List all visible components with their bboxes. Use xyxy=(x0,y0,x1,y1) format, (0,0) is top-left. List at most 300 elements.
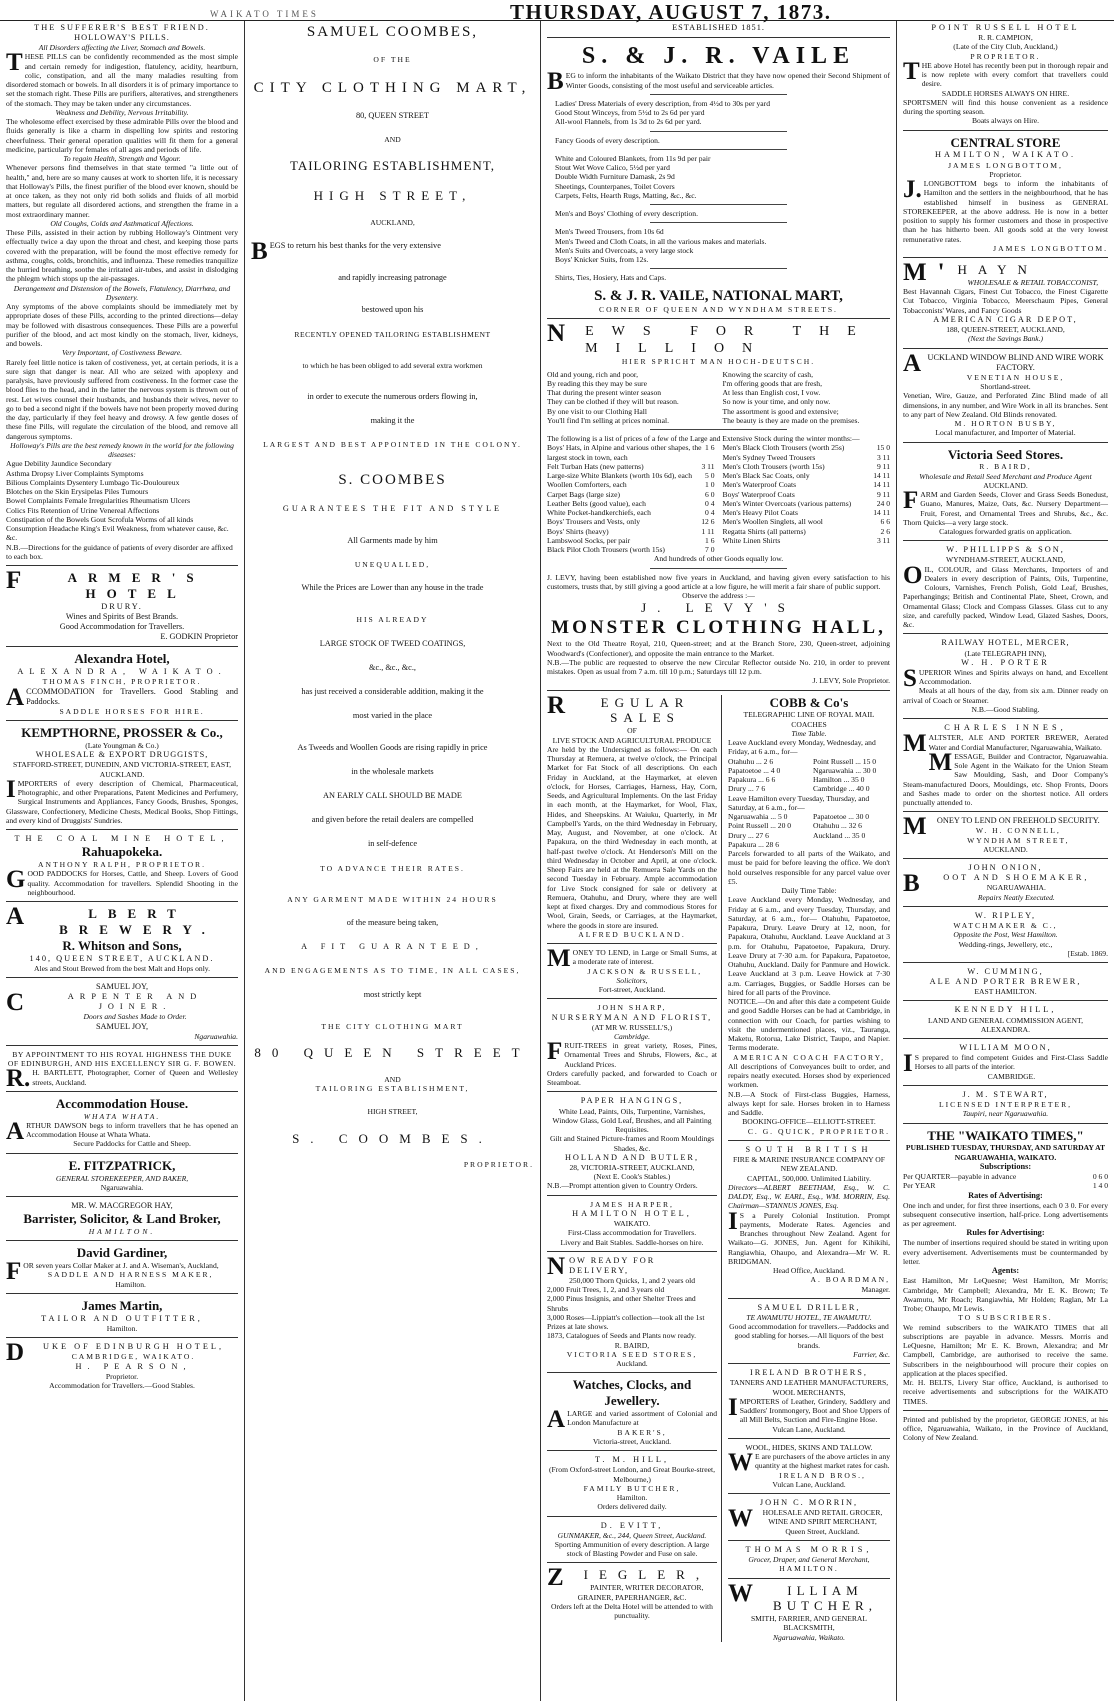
vss-trade: Wholesale and Retail Seed Merchant and Produce Agent xyxy=(919,471,1092,481)
pr-sport: SPORTSMEN will find this house convenient as a residence during the sporting season. xyxy=(903,97,1108,117)
vss-body: FARM and Garden Seeds, Clover and Grass Seeds Bonedust, Guano, Manures, Maize, Oats, &c. Nursery Department—Fruit, Forest, and Ornamental Trees and Shrubs, &c., &c. Thorn Quicks—a very large stock. xyxy=(903,487,1108,527)
col3-lower xyxy=(547,691,890,1642)
mhayn-body: Best Havannah Cigars, Finest Cut Tobacco, the Finest Cigarette Cut Tobacco, Virginia Tobacco, Meerschaum Pipes, General Tobacconists' Wares, and Fancy Goods xyxy=(903,287,1108,315)
wt-year-row xyxy=(903,1181,1108,1190)
price-amount: 0 4 xyxy=(705,508,715,518)
hay-trade: Barrister, Solicitor, & Land Broker, xyxy=(23,1211,221,1227)
column-4 xyxy=(896,21,1114,1701)
price-item: Felt Turban Hats (new patterns) xyxy=(547,461,644,471)
price-item: Men's Heavy Pilot Coats xyxy=(722,508,798,518)
price-amount: 14 11 xyxy=(873,471,890,481)
levy-hall: MONSTER CLOTHING HALL, xyxy=(551,617,886,639)
dril-body: Good accommodation for travellers.—Paddocks and good stabling for horses.—All liquors of the best brands. xyxy=(729,1322,889,1350)
fare-left: Otahuhu ... 2 6 xyxy=(728,756,774,766)
price-amount: 6 0 xyxy=(705,489,715,499)
coombes-prop: PROPRIETOR. xyxy=(463,1160,534,1170)
wt-rules: Rules for Advertising: xyxy=(966,1228,1045,1238)
price-amount: 9 11 xyxy=(876,461,890,471)
price-row xyxy=(723,536,891,545)
ripley-est: [Estab. 1869. xyxy=(1067,948,1108,958)
wt-tosubs: TO SUBSCRIBERS. xyxy=(958,1313,1053,1323)
accom-foot: Secure Paddocks for Cattle and Sheep. xyxy=(73,1139,191,1149)
vaile-list-1: Ladies' Dress Materials of every description, from 4½d to 30s per yard Good Stout Winceys, from 5½d to 2s 6d per yard All-wool Flannels, from 1s 3d to 2s 6d per yard. xyxy=(555,98,770,127)
pr-prop: PROPRIETOR. xyxy=(970,51,1041,61)
seeds-store: VICTORIA SEED STORES, xyxy=(566,1349,698,1359)
msg-body: MESSAGE, Builder and Contractor, Ngaruawahia. Sole Agent in the Waikato for the Union Steam Saw Moulding, Sash, and Door Company's Steam-manufactured Doors, Mouldings, etc. Shop Fronts, Doors and Sashes made to order on the shortest notice. All orders punctually attended to. xyxy=(903,748,1108,808)
butcher-loc: Ngaruawahia, Waikato. xyxy=(772,1632,846,1642)
price-row xyxy=(723,517,891,526)
sb-mgr: A. BOARDMAN, xyxy=(810,1275,890,1285)
holloway-h2: Weakness and Debility, Nervous Irritability. xyxy=(55,107,189,117)
fare-row xyxy=(728,757,890,766)
price-item: White Pocket-handkerchiefs, each xyxy=(547,508,651,518)
coombes-anygarment: ANY GARMENT MADE WITHIN 24 HOURS xyxy=(287,894,498,904)
mhayn-title: M'HAYN xyxy=(903,259,1038,287)
price-row xyxy=(723,508,891,517)
cs-loc: HAMILTON, WAIKATO. xyxy=(934,150,1077,160)
evitt-name: D. EVITT, xyxy=(600,1520,664,1530)
joy-name: SAMUEL JOY, xyxy=(95,981,149,991)
vss-name: R. BAIRD, xyxy=(979,462,1032,472)
cobb-title: COBB & Co's xyxy=(769,694,849,710)
coal-title: THE COAL MINE HOTEL, xyxy=(14,834,230,844)
price-amount: 1 0 xyxy=(705,480,715,490)
sharp-late: (AT MR W. RUSSELL'S,) xyxy=(591,1022,673,1032)
coombes-measure: of the measure being taken, xyxy=(346,918,439,928)
levy-addr: Next to the Old Theatre Royal, 210, Queen-street; and at the Branch Store, 230, Queen-street, adjoining Woodward's (Confectioner), and opposite the main entrance to the Market. xyxy=(547,639,890,658)
price-item: Men's Woollen Singlets, all wool xyxy=(722,517,823,527)
harper-loc: WAIKATO. xyxy=(613,1219,651,1229)
price-amount: 15 0 xyxy=(876,443,890,453)
sb-dir: Directors—ALBERT BEETHAM, Esq., W. C. DALDY, Esq., W. EARL, Esq., WM. MORRIN, Esq. Chairman—STANNUS JONES, Esq. xyxy=(728,1182,890,1211)
holloway-p6: Rarely feel little notice is taken of costiveness, yet, at certain periods, it is a sure sign that danger is near. All who are seized with apoplexy and paralysis, have previously suffered from costiveness. In the former case the blood flies to the head, and in the latter the nervous system is thrown out of rest. Let wives counsel their husbands, and husbands their wives, never to go to bed a second night if the bowels have not been properly moved during the day, particularly if they feel heavy and drowsy. A few gentle doses of these fine Pills, will regulate the circulation of the blood, and remove all dangerous symptoms. xyxy=(6,357,238,441)
seeds-title: NOW READY FOR DELIVERY, xyxy=(547,1252,656,1280)
vaile-list-5: Men's Tweed Trousers, from 10s 6d Men's Tweed and Cloth Coats, in all the various makes and materials. Men's Suits and Overcoats, a very large stock Boys' Knicker Suits, from 12s. xyxy=(555,227,767,265)
coombes-early: AN EARLY CALL SHOULD BE MADE xyxy=(323,791,462,801)
price-row xyxy=(547,499,715,508)
cobb-tt: Time Table. xyxy=(791,728,827,738)
fitz-name: E. FITZPATRICK, xyxy=(68,1157,176,1173)
dril-farrier: Farrier, &c. xyxy=(853,1349,890,1359)
price-row xyxy=(547,443,715,462)
price-row xyxy=(547,536,715,545)
cs-title: CENTRAL STORE xyxy=(950,134,1061,150)
reg-body: Are held by the Undersigned as follows:— On each Thursday at Remuera, at twelve o'clock, the Principal Market for Fat Stock of all descriptions. On each Friday in Auckland, at the Haymarket, at eleven o'clock, for Horses, Carriages, Harness, Hay, Corn, Seeds, and Agricultural Implements. On the last Friday in each month, at the Haymarket, for Wool, Flax, Hides, and Sheepskins. At Waiuku, Quarterly, in Mr Campbell's Yards, on the third Wednesday in February, May, August, and November, at one o'clock. At Papakura, on the third Wednesday in each month, at half-past twelve o'clock. At Henderson's Mill on the third Wednesday in October and April, at one o'clock. Sheep Fairs are held at the Remuera Sale Yards on the second Tuesday in February. Ample accommodation for Live Stock consigned for sale or delivery at Remuera, Otahuhu, and Drury, where they are well kept at fixed charges. Dry and commodious Stores for Wool, Grain, Seeds, or Carriages, at the Haymarket, where the goods in store are insured. xyxy=(547,744,717,930)
joy-trade: CARPENTER AND JOINER. xyxy=(6,989,203,1017)
moon-body: IS prepared to find competent Guides and First-Class Saddle Horses to all parts of the interior. xyxy=(903,1050,1108,1078)
amer-sig: C. G. QUICK, PROPRIETOR. xyxy=(747,1126,890,1136)
holloway-p2: The wholesome effect exercised by these admirable Pills over the blood and fluids generally is like a charm in dispelling low spirits and restoring cheerfulness. Their general operation qualities will fit them for a general medicine, particularly for females of all ages and periods of life. xyxy=(6,117,238,154)
fare-right: Otahuhu ... 32 6 xyxy=(813,821,862,831)
price-amount: 6 6 xyxy=(880,517,890,527)
harper-trade: HAMILTON HOTEL, xyxy=(572,1208,692,1218)
kemp-trade: WHOLESALE & EXPORT DRUGGISTS, xyxy=(35,750,209,760)
fitz-loc: Ngaruawahia. xyxy=(100,1182,144,1192)
wt-pub: PUBLISHED TUESDAY, THURSDAY, AND SATURDAY AT NGARUAWAHIA, WAIKATO. xyxy=(905,1143,1106,1162)
price-item: Boys' Hats, in Alpine and various other shapes, the largest stock in town, each xyxy=(547,443,702,462)
holloway-h5: Derangement and Distension of the Bowels, Flatulency, Diarrhœa, and Dysentery. xyxy=(13,283,231,302)
fare-right: Auckland ... 35 0 xyxy=(813,830,866,840)
ire-addr: Vulcan Lane, Auckland. xyxy=(772,1424,846,1434)
reg-sub: LIVE STOCK AND AGRICULTURAL PRODUCE xyxy=(552,735,712,745)
wt-quarter-row xyxy=(903,1172,1108,1181)
fare-row xyxy=(728,784,890,793)
ire-title: IRELAND BROTHERS, xyxy=(750,1368,868,1378)
holloway-title: HOLLOWAY'S PILLS. xyxy=(74,33,170,43)
ml-loc: AUCKLAND. xyxy=(983,844,1028,854)
rh-body: SUPERIOR Wines and Spirits always on hand, and Excellent Accommodation. xyxy=(903,664,1108,692)
hill-loc: Hamilton. xyxy=(616,1493,648,1503)
amc-title: AMERICAN CIGAR DEPOT, xyxy=(933,314,1078,324)
poem-left: Old and young, rich and poor, By reading this they may be sure That during the present winter season They can be clothed if they will but reason. By one visit to our Clothing Hall You'll find I'm selling at prices nominal. xyxy=(547,369,679,425)
gard-body: FOR seven years Collar Maker at J. and A. Wiseman's, Auckland, xyxy=(6,1258,219,1286)
fare-row xyxy=(728,775,890,784)
price-row xyxy=(547,462,715,471)
fare-left: Papakura ... 6 6 xyxy=(728,775,776,785)
holloway-h6: Very Important, of Costiveness Beware. xyxy=(62,348,182,358)
coombes-varied: most varied in the place xyxy=(352,710,433,720)
money-trade: Solicitors, xyxy=(616,975,648,985)
fare-row xyxy=(728,821,890,830)
morrin-addr: Queen Street, Auckland. xyxy=(785,1526,860,1536)
poem-right: Knowing the scarcity of cash, I'm offering goods that are fresh, At less than English cost, I vow. So now is your time, and only now. The assortment is good and extensive; The beauty is they are made on the premises. xyxy=(722,369,860,425)
farmers-prop: E. GODKIN Proprietor xyxy=(160,632,238,642)
amer-title: AMERICAN COACH FACTORY, xyxy=(732,1052,886,1062)
doe-loc: CAMBRIDGE, WAIKATO. xyxy=(71,1352,196,1362)
ripley-trade: WATCHMAKER & C., xyxy=(953,921,1058,930)
price-item: Men's Waterproof Coats xyxy=(722,480,797,490)
coombes-garments: All Garments made by him xyxy=(347,535,438,545)
price-row xyxy=(723,453,891,462)
price-row xyxy=(547,508,715,517)
accom-body: ARTHUR DAWSON begs to inform travellers that he has opened an Accommodation House at Whata Whata. xyxy=(6,1117,238,1145)
wt-year: Per YEAR xyxy=(903,1181,936,1191)
cobb-parcels: Parcels forwarded to all parts of the Waikato, and must be paid for before leaving the office. We don't hold ourselves responsible for any parcel value over £5. xyxy=(728,849,890,886)
money-addr: Fort-street, Auckland. xyxy=(598,985,666,995)
price-row xyxy=(547,471,715,480)
kemp-body: IMPORTERS of every description of Chemical, Pharmaceutical, Photographic, and other Preparations, Patent Medicines and Perfumery, Surgical Instruments and Appliances, Fancy Goods, Brushes, Sponges, Glassware, Confectionery, Medicine Chests, Medical Books, Shop Fittings, and every kind of Druggists' Sundries. xyxy=(6,775,238,825)
price-row xyxy=(547,545,715,554)
ml-title: MONEY TO LEND ON FREEHOLD SECURITY. xyxy=(903,813,1100,841)
ripley-foot: Wedding-rings, Jewellery, etc., xyxy=(958,939,1053,949)
moon-loc: CAMBRIDGE. xyxy=(987,1071,1036,1081)
wt-quarter: Per QUARTER—payable in advance xyxy=(903,1172,1017,1182)
price-item: Leather Belts (good value), each xyxy=(547,498,646,508)
holloway-h3: To regain Health, Strength and Vigour. xyxy=(63,154,181,164)
dril-trade: TE AWAMUTU HOTEL, TE AWAMUTU. xyxy=(746,1312,872,1322)
hay-name: MR. W. MACGREGOR HAY, xyxy=(71,1201,173,1211)
butcher-name: WILLIAM BUTCHER, xyxy=(728,1579,877,1614)
rh-nb: N.B.—Good Stabling. xyxy=(971,704,1040,714)
price-item: Boys' Shirts (heavy) xyxy=(547,526,609,536)
cobb-fares-1 xyxy=(728,757,890,794)
pr-name: R. R. CAMPION, xyxy=(978,33,1033,43)
fitz-trade: GENERAL STOREKEEPER, AND BAKER, xyxy=(55,1173,189,1183)
farmers-title: FARMER'S HOTEL xyxy=(6,567,205,602)
wt-year-price: 1 4 0 xyxy=(1092,1181,1108,1191)
price-row xyxy=(547,527,715,536)
amer-nb: N.B.—A Stock of First-class Buggies, Harness, always kept for sale. Horses broken in to Harness and Saddle. xyxy=(728,1089,890,1118)
vss-loc: AUCKLAND. xyxy=(983,480,1028,490)
coal-prop: ANTHONY RALPH, PROPRIETOR. xyxy=(37,860,207,869)
mart-trade: TAILOR AND OUTFITTER, xyxy=(41,1313,203,1323)
coombes-tweeds: As Tweeds and Woollen Goods are rising rapidly in price xyxy=(297,743,488,753)
coombes-received: has just received a considerable addition, making it the xyxy=(301,686,484,696)
price-list-left xyxy=(547,443,715,554)
price-row xyxy=(723,462,891,471)
butcher-trade: SMITH, FARRIER, AND GENERAL BLACKSMITH, xyxy=(750,1614,868,1633)
price-item: Boys' Waterproof Coats xyxy=(722,489,795,499)
hill-trade: FAMILY BUTCHER, xyxy=(583,1483,681,1493)
moon-name: WILLIAM MOON, xyxy=(959,1043,1052,1053)
kh-name: KENNEDY HILL, xyxy=(954,1005,1057,1015)
fare-left: Ngaruawahia ... 5 0 xyxy=(728,812,788,822)
rh-name: W. H. PORTER xyxy=(961,657,1050,667)
price-table xyxy=(547,443,890,554)
vaile-list-2: Fancy Goods of every description. xyxy=(555,135,660,145)
price-amount: 24 0 xyxy=(876,498,890,508)
col3-lower-right xyxy=(728,695,890,1642)
levy-nb: N.B.—The public are requested to observe the new Circular Reflector outside No. 210, in order to prevent mistakes. Open as usual from 7 a.m. till 10 p.m.; Saturdays till 12 p.m. xyxy=(547,657,890,677)
coombes-guarantees: GUARANTEES THE FIT AND STYLE xyxy=(282,503,503,513)
vaile-list-3: White and Coloured Blankets, from 11s 9d per pair Stout Wet Wove Calico, 5½d per yard Double Width Furniture Damask, 2s 9d Sheetings, Counterpanes, Toilet Covers Carpets, Felts, Hearth Rugs, Matting, &c., &c. xyxy=(555,153,711,200)
fare-left: Point Russell ... 20 0 xyxy=(728,821,792,831)
awb-title: AUCKLAND WINDOW BLIND AND WIRE WORK FACTORY. xyxy=(903,349,1104,377)
fare-right: Papatoetoe ... 30 0 xyxy=(813,812,870,822)
vaile-est: ESTABLISHED 1851. xyxy=(672,23,765,32)
wool-addr: Vulcan Lane, Auckland. xyxy=(772,1479,846,1489)
holloway-sub: All Disorders affecting the Liver, Stomach and Bowels. xyxy=(38,43,206,53)
wool-firm: IRELAND BROS., xyxy=(779,1470,866,1480)
cum-loc: EAST HAMILTON. xyxy=(974,987,1037,997)
coombes-stock: LARGE STOCK OF TWEED COATINGS, xyxy=(319,638,466,648)
sb-title: SOUTH BRITISH xyxy=(745,1144,873,1154)
money-name: JACKSON & RUSSELL, xyxy=(587,966,703,976)
watch-addr: Victoria-street, Auckland. xyxy=(592,1436,672,1446)
fare-right: Hamilton ... 35 0 xyxy=(813,775,865,785)
coombes-kept: most strictly kept xyxy=(363,989,422,999)
vaile-list-4: Men's and Boys' Clothing of every description. xyxy=(555,209,698,219)
cobb-fares-2 xyxy=(728,812,890,849)
fare-left: Drury ... 27 6 xyxy=(728,830,769,840)
amer-body: All descriptions of Conveyances built to order, and repairs neatly executed. Horses shod by experienced workmen. xyxy=(728,1061,890,1090)
news-title: NEWS FOR THE MILLION xyxy=(547,320,874,357)
morris-loc: HAMILTON. xyxy=(779,1564,839,1574)
accom-loc: WHATA WHATA. xyxy=(83,1111,161,1121)
awb-street: Shortland-street. xyxy=(980,382,1031,392)
coombes-rapidly: and rapidly increasing patronage xyxy=(338,273,447,283)
vaile-title: S. & J. R. VAILE xyxy=(581,43,856,70)
price-row xyxy=(723,490,891,499)
sharp-foot: Orders carefully packed, and forwarded to Coach or Steamboat. xyxy=(547,1068,717,1088)
fare-row xyxy=(728,831,890,840)
cs-prop: Proprietor. xyxy=(989,169,1022,179)
kemp-title: KEMPTHORNE, PROSSER & Co., xyxy=(21,725,223,741)
coombes-high2: HIGH STREET, xyxy=(367,1107,418,1117)
price-amount: 0 4 xyxy=(705,498,715,508)
paper-nb: N.B.—Prompt attention given to Country Orders. xyxy=(547,1181,698,1191)
money-body: MONEY TO LEND, in Large or Small Sums, at a moderate rate of interest. xyxy=(547,945,717,973)
coombes-name: SAMUEL COOMBES, xyxy=(306,24,479,40)
cobb-daily: Daily Time Table: xyxy=(781,886,837,896)
holloway-nb: N.B.—Directions for the guidance of patients of every disorder are affixed to each box. xyxy=(6,542,233,561)
wt-agents: Agents: xyxy=(991,1266,1020,1276)
price-item: Men's Black Cloth Trousers (worth 25s) xyxy=(722,443,845,453)
onion-foot: Repairs Neatly Executed. xyxy=(977,892,1055,902)
alex-loc: ALEXANDRA, WAIKATO. xyxy=(17,667,227,677)
coombes-begs: BEGS to return his best thanks for the very extensive xyxy=(251,238,441,266)
coombes-mart: CITY CLOTHING MART, xyxy=(253,79,532,96)
onion-loc: NGARUAWAHIA. xyxy=(986,883,1046,893)
kemp-sub: (Late Youngman & Co.) xyxy=(85,740,159,750)
coal-loc: Rahuapokeka. xyxy=(81,844,163,860)
price-item: Regatta Shirts (all patterns) xyxy=(722,526,806,536)
price-amount: 3 11 xyxy=(701,461,715,471)
coombes-and: AND xyxy=(384,134,401,144)
awb-agent: Local manufacturer, and Importer of Material. xyxy=(935,428,1076,438)
news-sub: HIER SPRICHT MAN HOCH-DEUTSCH. xyxy=(621,357,816,367)
coombes-already: HIS ALREADY xyxy=(356,615,429,625)
coombes-execute: in order to execute the numerous orders flowing in, xyxy=(307,392,478,401)
wt-quarter-price: 0 6 0 xyxy=(1092,1172,1108,1182)
sb-office: Head Office, Auckland. xyxy=(773,1266,845,1276)
paper-firm: HOLLAND AND BUTLER, xyxy=(564,1152,700,1162)
coombes-sc: S. COOMBES xyxy=(338,472,447,489)
gard-loc: Hamilton. xyxy=(115,1279,146,1289)
alex-body: ACCOMMODATION for Travellers. Good Stabling and Paddocks. xyxy=(6,683,238,711)
paper-gilt: Gilt and Stained Picture-frames and Room Mouldings Shades, &c. xyxy=(549,1134,715,1153)
albert-names: R. Whitson and Sons, xyxy=(62,937,182,953)
price-amount: 1 11 xyxy=(701,526,715,536)
albert-body: Ales and Stout Brewed from the best Malt and Hops only. xyxy=(33,963,211,973)
price-item: White Linen Shirts xyxy=(722,535,781,545)
amc-addr: 188, QUEEN-STREET, AUCKLAND, xyxy=(946,325,1065,335)
cum-name: W. CUMMING, xyxy=(967,967,1044,976)
price-intro: The following is a list of prices of a few of the Large and Extensive Stock during the winter months:— xyxy=(547,434,860,444)
news-poem xyxy=(547,370,890,426)
albert-addr: 140, QUEEN STREET, AUCKLAND. xyxy=(29,953,215,963)
joy-sub: Doors and Sashes Made to Order. xyxy=(83,1012,187,1022)
onion-trade: BOOT AND SHOEMAKER, xyxy=(903,870,1090,898)
coombes-tail2: TAILORING ESTABLISHMENT, xyxy=(315,1084,470,1094)
dril-name: SAMUEL DRILLER, xyxy=(757,1302,861,1312)
price-row xyxy=(547,490,715,499)
fare-left: Papakura ... 28 6 xyxy=(728,839,780,849)
sharp-body: FRUIT-TREES in great variety, Roses, Pines, Ornamental Trees and Shrubs, Flowers, &c., at Auckland Prices. xyxy=(547,1038,717,1069)
vaile-corner: CORNER OF QUEEN AND WYNDHAM STREETS. xyxy=(599,304,838,314)
sb-cap: CAPITAL, 500,000. Unlimited Liability. xyxy=(747,1173,871,1183)
hill-name: T. M. HILL, xyxy=(594,1455,670,1465)
coombes-sig: S. COOMBES. xyxy=(292,1130,493,1146)
kemp-addr: STAFFORD-STREET, DUNEDIN, AND VICTORIA-STREET, EAST, AUCKLAND. xyxy=(12,760,232,779)
watch-title: Watches, Clocks, and Jewellery. xyxy=(572,1377,692,1409)
sharp-name: JOHN SHARP, xyxy=(597,1003,667,1013)
stew-trade: LICENSED INTERPRETER, xyxy=(938,1100,1073,1110)
doe-prop: Proprietor. xyxy=(105,1371,139,1381)
ripley-opp: Opposite the Post, West Hamilton. xyxy=(953,930,1058,940)
joy-sig: SAMUEL JOY, xyxy=(95,1021,149,1031)
bartlett-top: BY APPOINTMENT TO HIS ROYAL HIGHNESS THE DUKE OF EDINBURGH, AND HIS EXCELLENCY SIR G. F. BOWEN. xyxy=(7,1049,237,1069)
price-amount: 5 0 xyxy=(705,471,715,481)
price-item: Men's Black Sac Coats, only xyxy=(722,471,810,481)
fare-row xyxy=(728,766,890,775)
hill-from: (From Oxford-street London, and Great Bourke-street, Melbourne,) xyxy=(549,1465,715,1484)
paper-body: White Lead, Paints, Oils, Turpentine, Varnishes, Window Glass, Gold Leaf, Brushes, and all Painting Requisites. xyxy=(552,1106,712,1135)
pr-boats: Boats always on Hire. xyxy=(971,116,1040,126)
hill-foot: Orders delivered daily. xyxy=(597,1502,667,1512)
price-item: Men's Winter Overcoats (various patterns) xyxy=(722,498,852,508)
doe-name: H. PEARSON, xyxy=(75,1361,192,1371)
ci-body: MALTSTER, ALE AND PORTER BREWER, Aerated Water and Cordial Manufacturer, Ngaruawahia, Waikato. xyxy=(903,730,1108,758)
cs-name: JAMES LONGBOTTOM, xyxy=(948,160,1063,170)
ziegler-title: ZIEGLER, xyxy=(547,1564,711,1592)
farmers-body: Wines and Spirits of Best Brands. Good Accommodation for Travellers. xyxy=(59,612,185,632)
price-item: Boys' Trousers and Vests, only xyxy=(547,517,641,527)
price-amount: 1 6 xyxy=(705,535,715,545)
price-row xyxy=(723,471,891,480)
holloway-p1: THESE PILLS can be confidently recommended as the most simple and certain remedy for indigestion, flatulency, acidity, heartburn, colic, constipation, and all the many maladies resulting from disordered stomach or bowels. In all disorders it is of primary importance to set the stomach right. These Pills are purifiers, alteratives, and strengtheners of the stomach. They may be taken under any circumstances. xyxy=(6,49,238,108)
alex-prop: THOMAS FINCH, PROPRIETOR. xyxy=(42,677,202,687)
price-amount: 14 11 xyxy=(873,508,890,518)
seeds-name: R. BAIRD, xyxy=(614,1340,650,1350)
cum-trade: ALE AND PORTER BREWER, xyxy=(929,977,1082,987)
sharp-loc: Cambridge. xyxy=(613,1031,651,1041)
harper-body: First-Class accommodation for Travellers. xyxy=(567,1228,697,1238)
coombes-while: While the Prices are Lower than any house in the trade xyxy=(301,583,484,593)
coombes-mart2: THE CITY CLOTHING MART xyxy=(321,1021,464,1031)
vaile-mart: S. & J. R. VAILE, NATIONAL MART, xyxy=(594,287,843,304)
price-amount: 1 6 xyxy=(705,443,715,453)
holloway-h4: Old Coughs, Colds and Asthmatical Affections. xyxy=(50,218,194,228)
ml-addr: WYNDHAM STREET, xyxy=(967,835,1070,845)
masthead xyxy=(0,0,1114,24)
paper-next: (Next E. Cook's Stables.) xyxy=(593,1172,671,1182)
vss-title: Victoria Seed Stores. xyxy=(947,446,1064,462)
ziegler-foot: Orders left at the Delta Hotel will be attended to with punctuality. xyxy=(551,1601,713,1621)
coombes-addr: 80, QUEEN STREET xyxy=(355,110,430,120)
ph-addr: WYNDHAM-STREET, AUCKLAND, xyxy=(945,555,1066,565)
imprint: Printed and published by the proprietor, GEORGE JONES, at his office, Ngaruawahia, Waikato, in the Province of Auckland, Colony of New Zealand. xyxy=(903,1414,1108,1443)
seeds-loc: Auckland. xyxy=(616,1359,648,1369)
cs-body: J.LONGBOTTOM begs to inform the inhabitants of Hamilton and the settlers in the neighbourhood, that he has established himself in business as GENERAL STOREKEEPER, at the above address. He is now in a better position to supply his former customers and those in prospective than he has hitherto been. All goods sold at the very lowest remunerative rates. xyxy=(903,176,1108,244)
wt-rates: Rates of Advertising: xyxy=(968,1190,1043,1200)
column-3 xyxy=(541,21,896,1701)
morrin-name: JOHN C. MORRIN, xyxy=(759,1498,859,1508)
wt-rates-body: One inch and under, for first three insertions, each 0 3 0. For every subsequent consecutive insertion, half-price. Long advertisements as per agreement. xyxy=(903,1200,1108,1229)
vaile-intro: BEG to inform the inhabitants of the Waikato District that they have now opened their Second Shipment of Winter Goods, consisting of the most useful and serviceable articles. xyxy=(547,68,890,96)
mart-name: James Martin, xyxy=(81,1297,163,1313)
accom-title: Accommodation House. xyxy=(55,1095,189,1111)
price-item: Lambswool Socks, per pair xyxy=(547,535,631,545)
price-amount: 7 0 xyxy=(705,545,715,555)
rh-meals: Meals at all hours of the day, from six a.m. Dinner ready on arrival of Coach or Steamer. xyxy=(903,686,1108,705)
albert-title: ALBERT BREWERY. xyxy=(6,903,216,937)
coombes-fit: A FIT GUARANTEED, xyxy=(301,942,484,952)
sb-body: IS a Purely Colonial Institution. Prompt payments, Moderate Rates. Agencies and Branches throughout New Zealand. Agent for Waikato—G. JONES, Jun. Agent for Kihikihi, Rangiawhia, Ohaupo, and Alexandra—Mr W. R. BRIDGMAN. xyxy=(728,1207,890,1266)
coombes-bestowed: bestowed upon his xyxy=(361,305,424,315)
coombes-largest: LARGEST AND BEST APPOINTED IN THE COLONY. xyxy=(263,440,522,450)
kh-trade: LAND AND GENERAL COMMISSION AGENT, xyxy=(927,1015,1084,1025)
masthead-smudge: WAIKATO TIMES xyxy=(210,9,319,19)
coombes-unequalled: UNEQUALLED, xyxy=(354,559,431,569)
morris-trade: Grocer, Draper, and General Merchant, xyxy=(748,1555,870,1565)
holloway-p3: Whenever persons find themselves in that state termed "a little out of health," and, here are so many causes at work to shorten life, it is necessary that Holloway's Pills, the finest purifier of the blood ever known, should be at once taken, as they not only rid both solids and fluids of all morbid matters, but regulate all disordered actions, and strengthen the frame in a most extraordinary manner. xyxy=(6,163,238,219)
holloway-head: THE SUFFERER'S BEST FRIEND. xyxy=(34,23,210,32)
column-1 xyxy=(0,21,245,1701)
alex-foot: SADDLE HORSES FOR HIRE. xyxy=(59,706,205,716)
price-item: Large-size White Blankets (worth 10s 6d), each xyxy=(547,471,693,481)
paper-addr: 28, VICTORIA-STREET, AUCKLAND, xyxy=(569,1162,695,1172)
